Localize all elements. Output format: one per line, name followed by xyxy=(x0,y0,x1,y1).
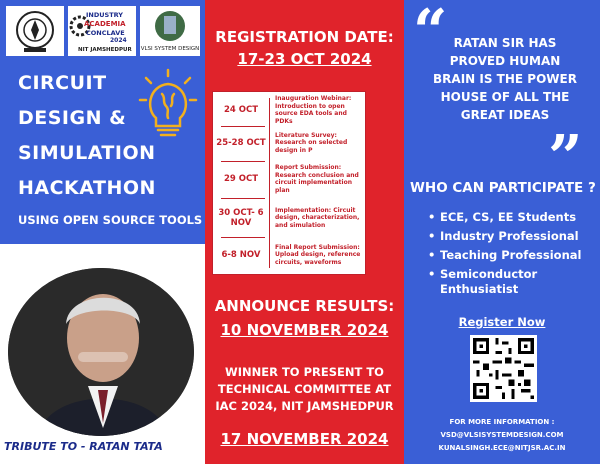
conclave-logo-nit: NIT JAMSHEDPUR xyxy=(78,47,132,53)
hackathon-title-line-3: SIMULATION xyxy=(18,142,156,164)
timeline-item xyxy=(213,96,365,124)
participant-item-text: Semiconductor Enthusiatist xyxy=(440,267,538,296)
contact-email-1[interactable]: VSD@VLSISYSTEMDESIGN.COM xyxy=(440,431,564,439)
register-now-link[interactable]: Register Now xyxy=(458,315,546,329)
winner-line-3: IAC 2024, NIT JAMSHEDPUR xyxy=(215,399,394,413)
industry-academia-conclave-logo xyxy=(68,6,136,56)
quote-close-icon: ” xyxy=(548,123,583,193)
timeline-item xyxy=(213,164,365,194)
hackathon-title-line-2: DESIGN & xyxy=(18,107,127,129)
tribute-caption: TRIBUTE TO - RATAN TATA xyxy=(4,440,163,453)
vlsi-logo-text: VLSI SYSTEM DESIGN xyxy=(140,46,200,52)
participant-item xyxy=(428,265,600,297)
participant-item: • ECE, CS, EE Students xyxy=(428,208,600,227)
timeline-date: 6-8 NOV xyxy=(221,250,261,260)
timeline-separator xyxy=(221,126,265,127)
timeline-item xyxy=(213,202,365,234)
event-timeline xyxy=(212,91,366,275)
hackathon-subtitle: USING OPEN SOURCE TOOLS xyxy=(18,213,203,227)
quote-open-icon: “ xyxy=(413,0,448,67)
timeline-item xyxy=(213,129,365,157)
tribute-quote xyxy=(420,34,590,124)
ratan-tata-portrait-image xyxy=(8,268,194,436)
conclave-logo-text-2: ACADEMIA xyxy=(84,20,126,28)
timeline-desc: Implementation: Circuit design, characterization, and simulation xyxy=(275,206,360,229)
vlsi-system-design-logo xyxy=(140,6,200,56)
contact-email-2[interactable]: KUNALSINGH.ECE@NITJSR.AC.IN xyxy=(438,444,566,452)
nit-jamshedpur-emblem-logo xyxy=(6,6,64,56)
registration-qr-code[interactable] xyxy=(470,335,537,402)
conclave-logo-text-1: INDUSTRY xyxy=(86,11,124,19)
results-date: 10 NOVEMBER 2024 xyxy=(220,321,389,339)
winner-line-2: TECHNICAL COMMITTEE AT xyxy=(217,382,392,396)
timeline-desc: Inauguration Webinar: Introduction to open source EDA tools and PDKs xyxy=(275,95,352,125)
quote-line: RATAN SIR HAS xyxy=(453,36,557,50)
winner-line-1: WINNER TO PRESENT TO xyxy=(225,365,384,379)
conclave-logo-year: 2024 xyxy=(110,37,127,44)
registration-dates: 17-23 OCT 2024 xyxy=(237,50,372,68)
participate-heading: WHO CAN PARTICIPATE ? xyxy=(410,180,596,196)
results-label: ANNOUNCE RESULTS: xyxy=(214,297,395,315)
more-info-label: FOR MORE INFORMATION : xyxy=(449,418,555,426)
hackathon-title-line-1: CIRCUIT xyxy=(18,72,107,94)
lightbulb-brain-icon xyxy=(138,68,198,142)
final-presentation-date: 17 NOVEMBER 2024 xyxy=(220,430,389,448)
timeline-desc: Final Report Submission: Upload design, reference circuits, waveforms xyxy=(275,243,361,266)
registration-label: REGISTRATION DATE: xyxy=(215,28,394,46)
quote-line: BRAIN IS THE POWER xyxy=(433,72,577,86)
timeline-desc: Literature Survey: Research on selected design in P xyxy=(275,131,348,154)
quote-line: GREAT IDEAS xyxy=(460,108,550,122)
timeline-date: 25-28 OCT xyxy=(216,138,266,148)
timeline-separator xyxy=(221,161,265,162)
hackathon-title-line-4: HACKATHON xyxy=(18,177,156,199)
timeline-separator xyxy=(221,198,265,199)
conclave-logo-text-3: CONCLAVE xyxy=(86,29,125,37)
timeline-date: 29 OCT xyxy=(223,174,259,184)
participant-item: • Industry Professional xyxy=(428,227,600,246)
participant-item: • Teaching Professional xyxy=(428,246,600,265)
timeline-date: 30 OCT- 6 NOV xyxy=(218,208,264,228)
quote-line: PROVED HUMAN xyxy=(449,54,561,68)
participant-list xyxy=(428,208,600,297)
timeline-separator xyxy=(221,237,265,238)
timeline-desc: Report Submission: Research conclusion and circuit implementation plan xyxy=(275,164,359,194)
timeline-item xyxy=(213,240,365,270)
timeline-date: 24 OCT xyxy=(223,105,259,115)
quote-line: HOUSE OF ALL THE xyxy=(440,90,570,104)
